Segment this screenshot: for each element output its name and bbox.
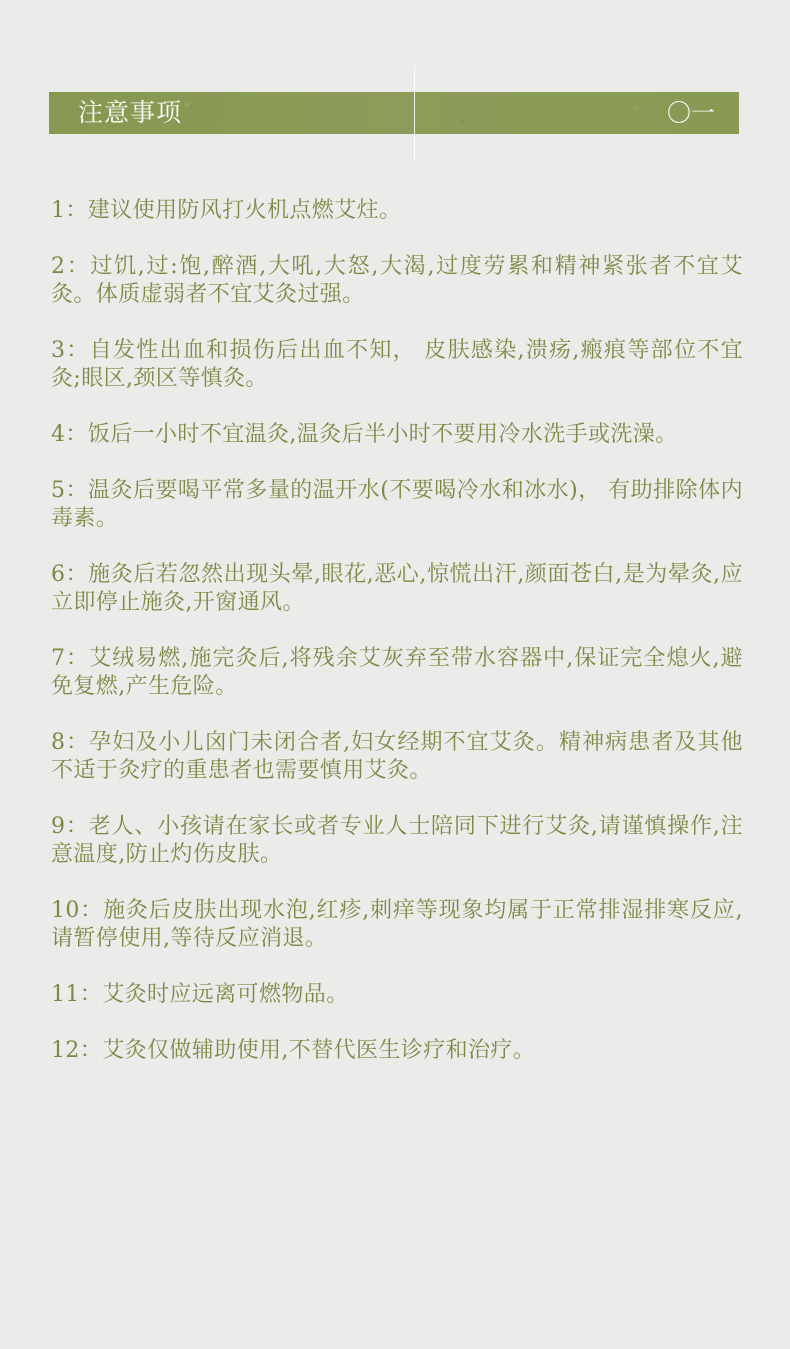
note-item-6: 6：施灸后若忽然出现头晕,眼花,恶心,惊慌出汗,颜面苍白,是为晕灸,应立即停止施灸,开窗通风。: [51, 562, 743, 615]
section-title: 注意事项: [78, 98, 183, 127]
note-item-4: 4：饭后一小时不宜温灸,温灸后半小时不要用冷水洗手或洗澡。: [51, 422, 678, 447]
note-item-12: 12：艾灸仅做辅助使用,不替代医生诊疗和治疗。: [51, 1038, 536, 1063]
header-divider-line: [414, 66, 415, 160]
note-item-8: 8：孕妇及小儿囟门未闭合者,妇女经期不宜艾灸。精神病患者及其他不适于灸疗的重患者也需要慎用艾灸。: [51, 730, 743, 783]
note-item-10: 10：施灸后皮肤出现水泡,红疹,刺痒等现象均属于正常排湿排寒反应,请暂停使用,等待反应消退。: [51, 898, 743, 951]
note-item-7: 7：艾绒易燃,施完灸后,将残余艾灰弃至带水容器中,保证完全熄火,避免复燃,产生危险。: [51, 646, 743, 699]
section-number: 〇一: [667, 99, 715, 127]
notes-list: [51, 197, 743, 1093]
note-item-9: 9：老人、小孩请在家长或者专业人士陪同下进行艾灸,请谨慎操作,注意温度,防止灼伤皮肤。: [51, 814, 743, 867]
note-item-5: 5：温灸后要喝平常多量的温开水(不要喝冷水和冰水)， 有助排除体内毒素。: [51, 478, 743, 531]
note-item-3: 3：自发性出血和损伤后出血不知， 皮肤感染,溃疡,瘢痕等部位不宜灸;眼区,颈区等慎灸。: [51, 338, 743, 391]
note-item-1: 1：建议使用防风打火机点燃艾炷。: [51, 198, 402, 223]
note-item-11: 11：艾灸时应远离可燃物品。: [51, 982, 349, 1007]
section-header-bar: [49, 92, 739, 134]
note-item-2: 2：过饥,过:饱,醉酒,大吼,大怒,大渴,过度劳累和精神紧张者不宜艾灸。体质虚弱者不宜艾灸过强。: [51, 254, 743, 307]
